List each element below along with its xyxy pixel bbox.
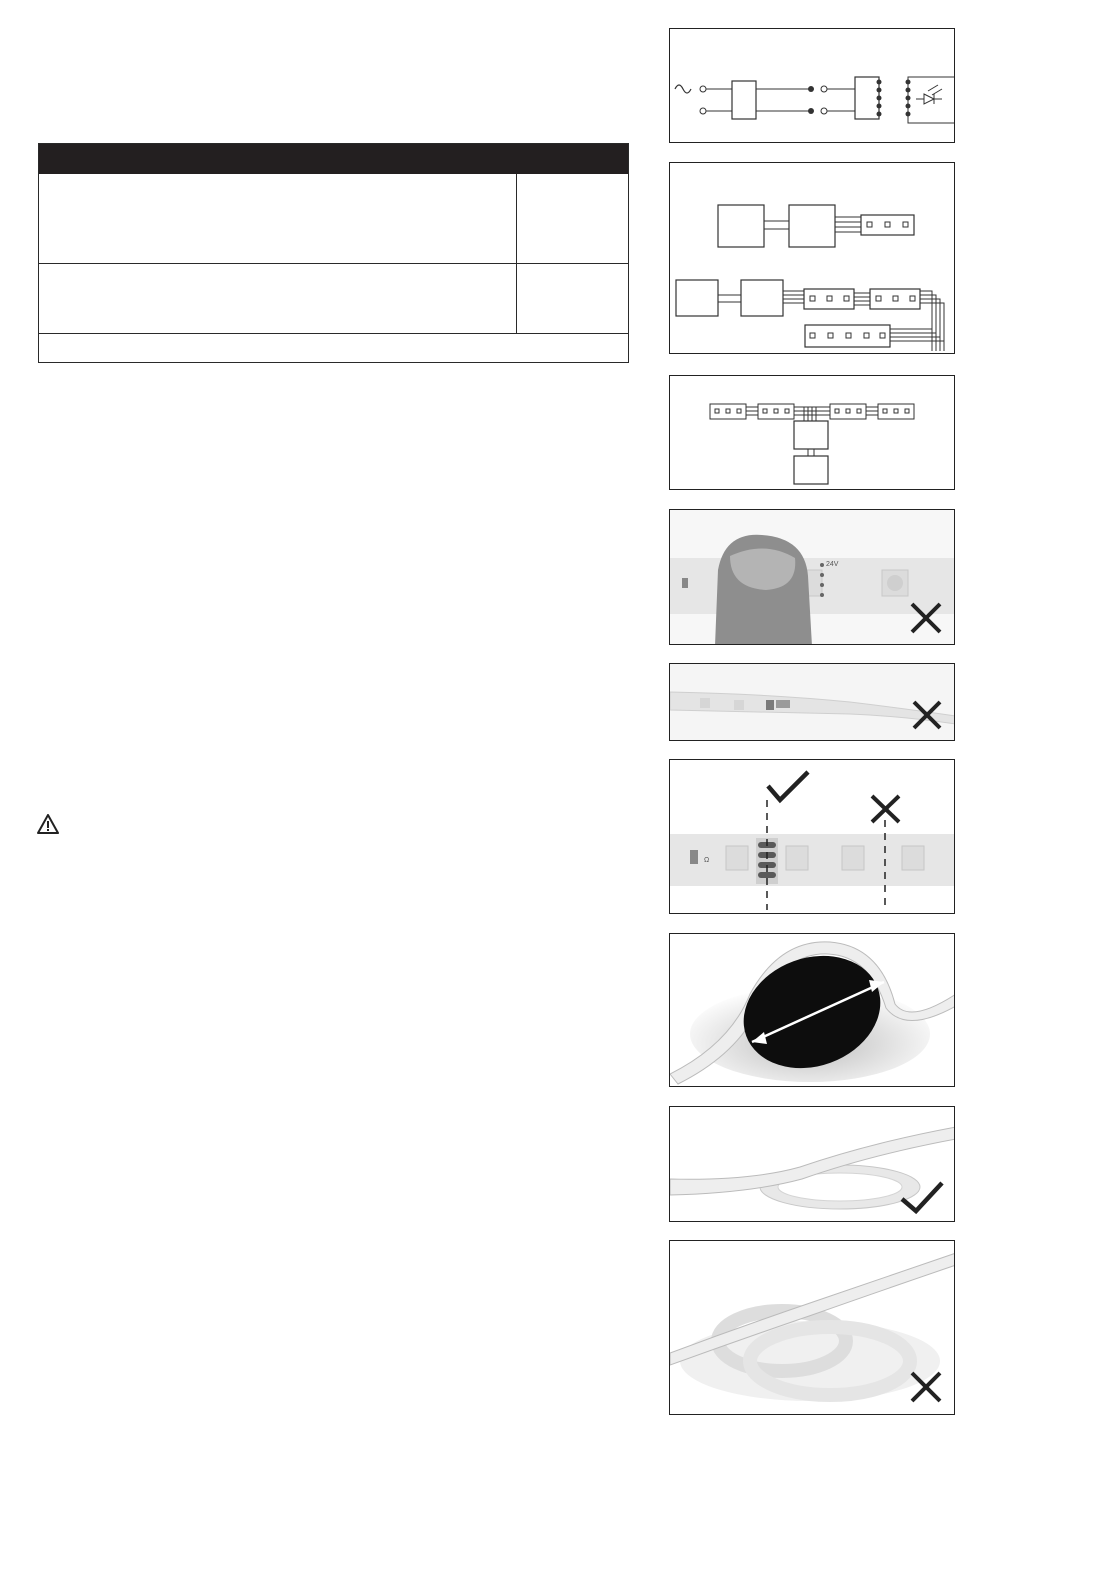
connection-diagram-figure <box>669 162 955 354</box>
spec-table-header <box>39 144 628 174</box>
do-not-twist-strip-photo <box>669 663 955 741</box>
do-not-press-led-photo <box>669 509 955 645</box>
bend-radius-photo <box>669 933 955 1087</box>
strip-resistor-label: Ω <box>704 857 710 864</box>
strip-voltage-label: 24V <box>826 561 839 568</box>
correct-laying-photo <box>669 1106 955 1222</box>
spec-table-row <box>39 334 628 363</box>
spec-table-row <box>39 264 628 334</box>
incorrect-coiling-photo <box>669 1240 955 1415</box>
warning-icon <box>37 814 59 839</box>
spec-table <box>38 143 629 363</box>
cut-line-photo <box>669 759 955 914</box>
wiring-schematic-figure <box>669 28 955 143</box>
t-connection-diagram-figure <box>669 375 955 490</box>
spec-table-column-divider <box>516 174 517 334</box>
spec-table-row <box>39 174 628 264</box>
